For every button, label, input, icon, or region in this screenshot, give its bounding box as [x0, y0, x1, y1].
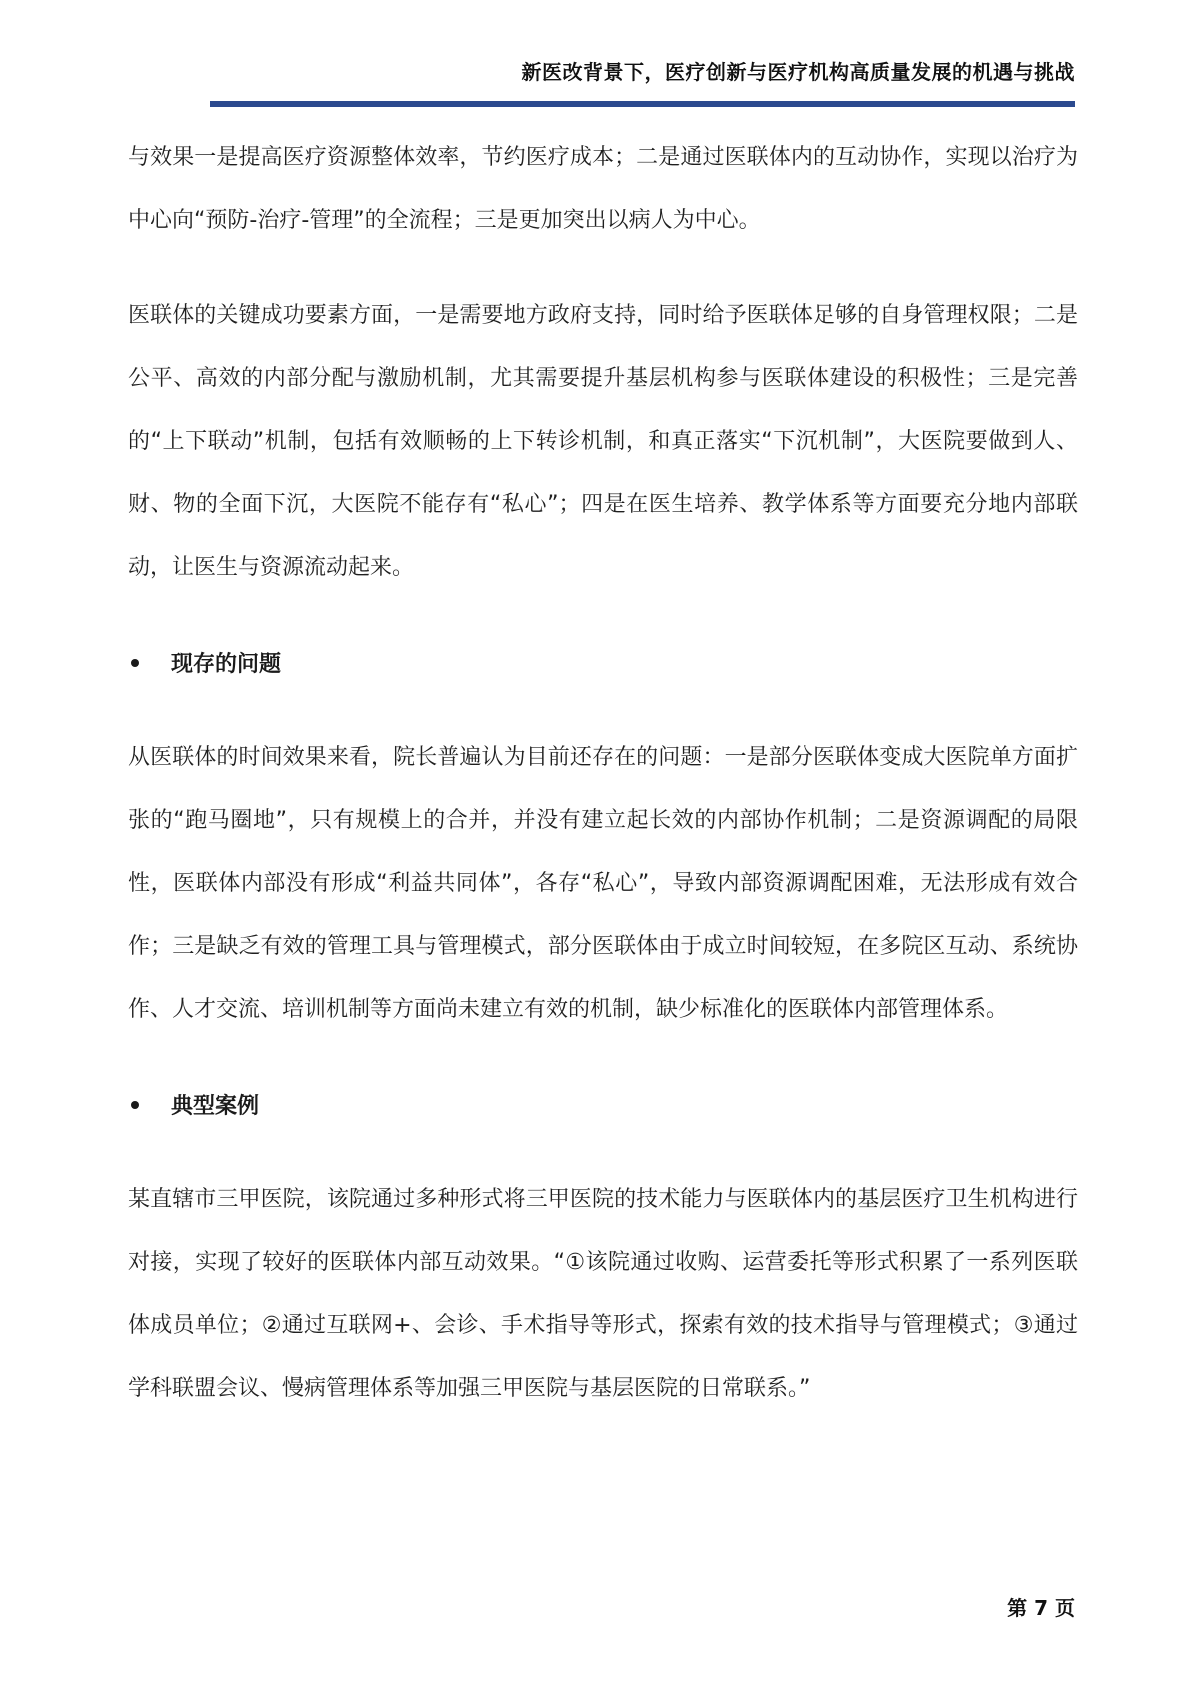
- section-heading-typical-cases: [128, 1073, 1078, 1136]
- bullet-icon: [131, 659, 139, 667]
- paragraph-existing-problems: 从医联体的时间效果来看，院长普遍认为目前还存在的问题：一是部分医联体变成大医院单方面扩张的“跑马圈地”，只有规模上的合并，并没有建立起长效的内部协作机制；二是资源调配的局限性，医联体内部没有形成“利益共同体”，各存“私心”，导致内部资源调配困难，无法形成有效合作；三是缺乏有效的管理工具与管理模式，部分医联体由于成立时间较短，在多院区互动、系统协作、人才交流、培训机制等方面尚未建立有效的机制，缺少标准化的医联体内部管理体系。: [128, 745, 1078, 1022]
- paragraph-typical-case: 某直辖市三甲医院，该院通过多种形式将三甲医院的技术能力与医联体内的基层医疗卫生机构进行对接，实现了较好的医联体内部互动效果。“①该院通过收购、运营委托等形式积累了一系列医联体成员单位；②通过互联网+、会诊、手术指导等形式，探索有效的技术指导与管理模式；③通过学科联盟会议、慢病管理体系等加强三甲医院与基层医院的日常联系。”: [128, 1187, 1078, 1401]
- page-number: 第 7 页: [1007, 1596, 1075, 1620]
- header-rule: [210, 101, 1075, 107]
- bullet-icon: [131, 1101, 139, 1109]
- section-heading-label: 典型案例: [171, 1094, 260, 1119]
- paragraph-effects: 与效果一是提高医疗资源整体效率，节约医疗成本；二是通过医联体内的互动协作，实现以治疗为中心向“预防-治疗-管理”的全流程；三是更加突出以病人为中心。: [128, 145, 1078, 233]
- header-title: 新医改背景下，医疗创新与医疗机构高质量发展的机遇与挑战: [521, 60, 1075, 84]
- section-heading-existing-problems: [128, 631, 1078, 694]
- paragraph-success-factors: 医联体的关键成功要素方面，一是需要地方政府支持，同时给予医联体足够的自身管理权限；二是公平、高效的内部分配与激励机制，尤其需要提升基层机构参与医联体建设的积极性；三是完善的“上下联动”机制，包括有效顺畅的上下转诊机制，和真正落实“下沉机制”，大医院要做到人、财、物的全面下沉，大医院不能存有“私心”；四是在医生培养、教学体系等方面要充分地内部联动，让医生与资源流动起来。: [128, 303, 1078, 580]
- document-body: [128, 126, 1078, 1420]
- section-heading-label: 现存的问题: [171, 652, 282, 677]
